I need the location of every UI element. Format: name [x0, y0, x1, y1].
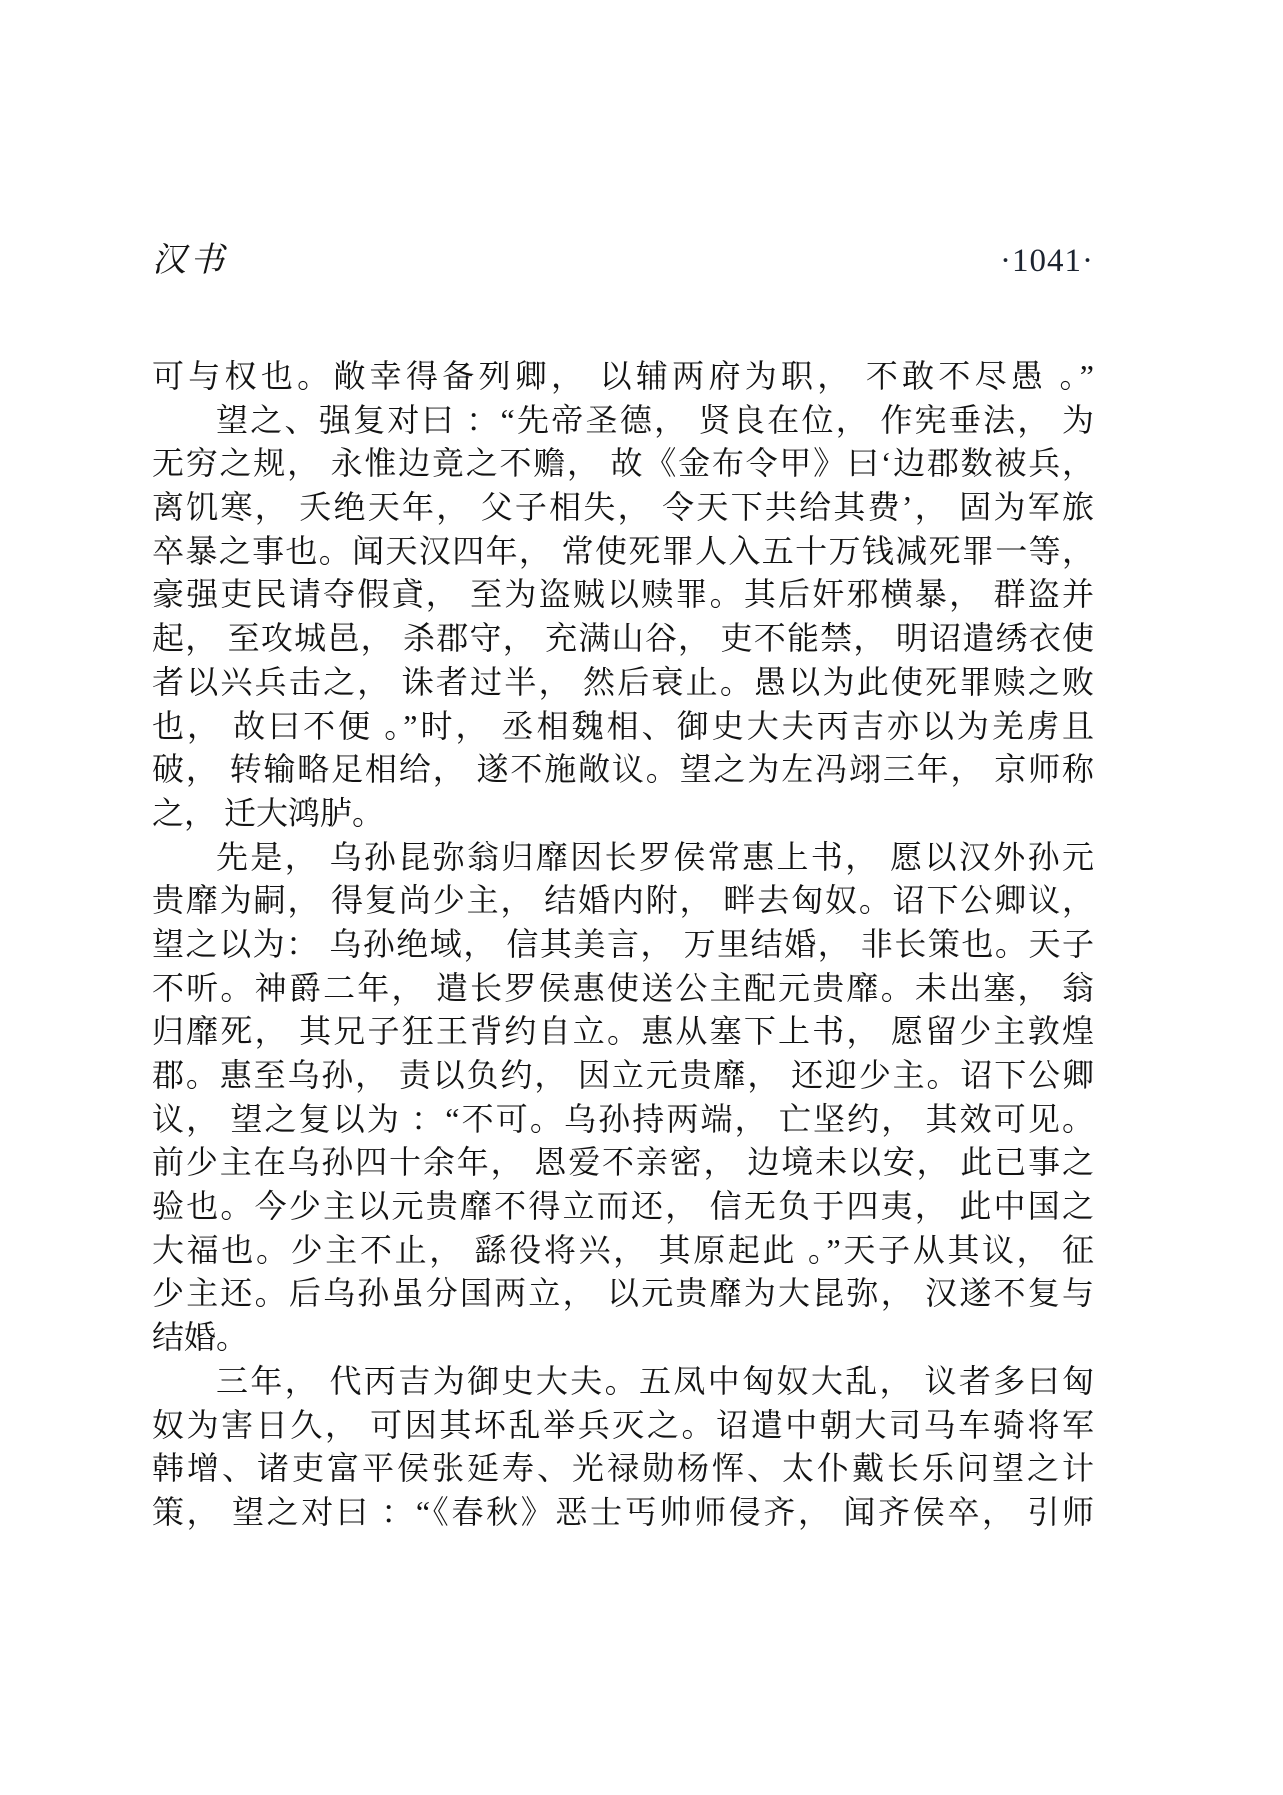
- text-line: 卒暴之事也。闻天汉四年， 常使死罪人入五十万钱减死罪一等，: [152, 532, 1094, 569]
- text-line: 贵靡为嗣， 得复尚少主， 结婚内附， 畔去匈奴。诏下公卿议，: [152, 882, 1094, 919]
- text-line: 可与权也。敞幸得备列卿， 以辅两府为职， 不敢不尽愚 。”: [152, 358, 1094, 394]
- text-line: 郡。惠至乌孙， 责以负约， 因立元贵靡， 还迎少主。诏下公卿: [152, 1057, 1094, 1093]
- text-line: 破， 转输略足相给， 遂不施敞议。望之为左冯翊三年， 京师称: [152, 751, 1094, 788]
- text-line: 策， 望之对曰 ：“《春秋》恶士丐帅师侵齐， 闻齐侯卒， 引师: [152, 1493, 1094, 1530]
- text-line: 不听。神爵二年， 遣长罗侯惠使送公主配元贵靡。未出塞， 翁: [152, 969, 1094, 1006]
- text-line: 奴为害日久， 可因其坏乱举兵灭之。诏遣中朝大司马车骑将军: [152, 1406, 1094, 1443]
- page-header: [152, 232, 1094, 281]
- text-line: 望之、强复对曰 ：“先帝圣德， 贤良在位， 作宪垂法， 为: [216, 401, 1094, 438]
- page-body: [152, 355, 1094, 1535]
- page-number: ·1041·: [1000, 243, 1094, 279]
- text-line: 韩增、诸吏富平侯张延寿、光禄勋杨恽、太仆戴长乐问望之计: [152, 1450, 1094, 1487]
- text-line: 验也。今少主以元贵靡不得立而还， 信无负于四夷， 此中国之: [152, 1188, 1094, 1225]
- text-line: 无穷之规， 永惟边竟之不赡， 故《金布令甲》曰‘边郡数被兵，: [152, 445, 1094, 482]
- text-line: 前少主在乌孙四十余年， 恩爱不亲密， 边境未以安， 此已事之: [152, 1144, 1094, 1181]
- book-title: 汉书: [152, 242, 228, 279]
- text-line: 先是， 乌孙昆弥翁归靡因长罗侯常惠上书， 愿以汉外孙元: [216, 838, 1094, 875]
- text-line: 大福也。少主不止， 繇役将兴， 其原起此 。”天子从其议， 征: [152, 1231, 1094, 1268]
- text-line: 者以兴兵击之， 诛者过半， 然后衰止。愚以为此使死罪赎之败: [152, 663, 1094, 700]
- text-line: 三年， 代丙吉为御史大夫。五凤中匈奴大乱， 议者多曰匈: [216, 1362, 1094, 1399]
- text-line: 望之以为： 乌孙绝域， 信其美言， 万里结婚， 非长策也。天子: [152, 925, 1094, 962]
- text-line: 之， 迁大鸿胪。: [152, 794, 385, 831]
- text-line: 少主还。后乌孙虽分国两立， 以元贵靡为大昆弥， 汉遂不复与: [152, 1275, 1094, 1312]
- text-line: 起， 至攻城邑， 杀郡守， 充满山谷， 吏不能禁， 明诏遣绣衣使: [152, 620, 1094, 657]
- text-line: 结婚。: [152, 1319, 249, 1356]
- text-line: 豪强吏民请夺假貣， 至为盗贼以赎罪。其后奸邪横暴， 群盗并: [152, 576, 1094, 613]
- text-line: 归靡死， 其兄子狂王背约自立。惠从塞下上书， 愿留少主敦煌: [152, 1013, 1094, 1050]
- text-line: 也， 故曰不便 。”时， 丞相魏相、御史大夫丙吉亦以为羌虏且: [152, 707, 1094, 744]
- text-line: 议， 望之复以为 ：“不可。乌孙持两端， 亡坚约， 其效可见。: [152, 1100, 1094, 1137]
- text-line: 离饥寒， 夭绝天年， 父子相失， 令天下共给其费’， 固为军旅: [152, 489, 1094, 526]
